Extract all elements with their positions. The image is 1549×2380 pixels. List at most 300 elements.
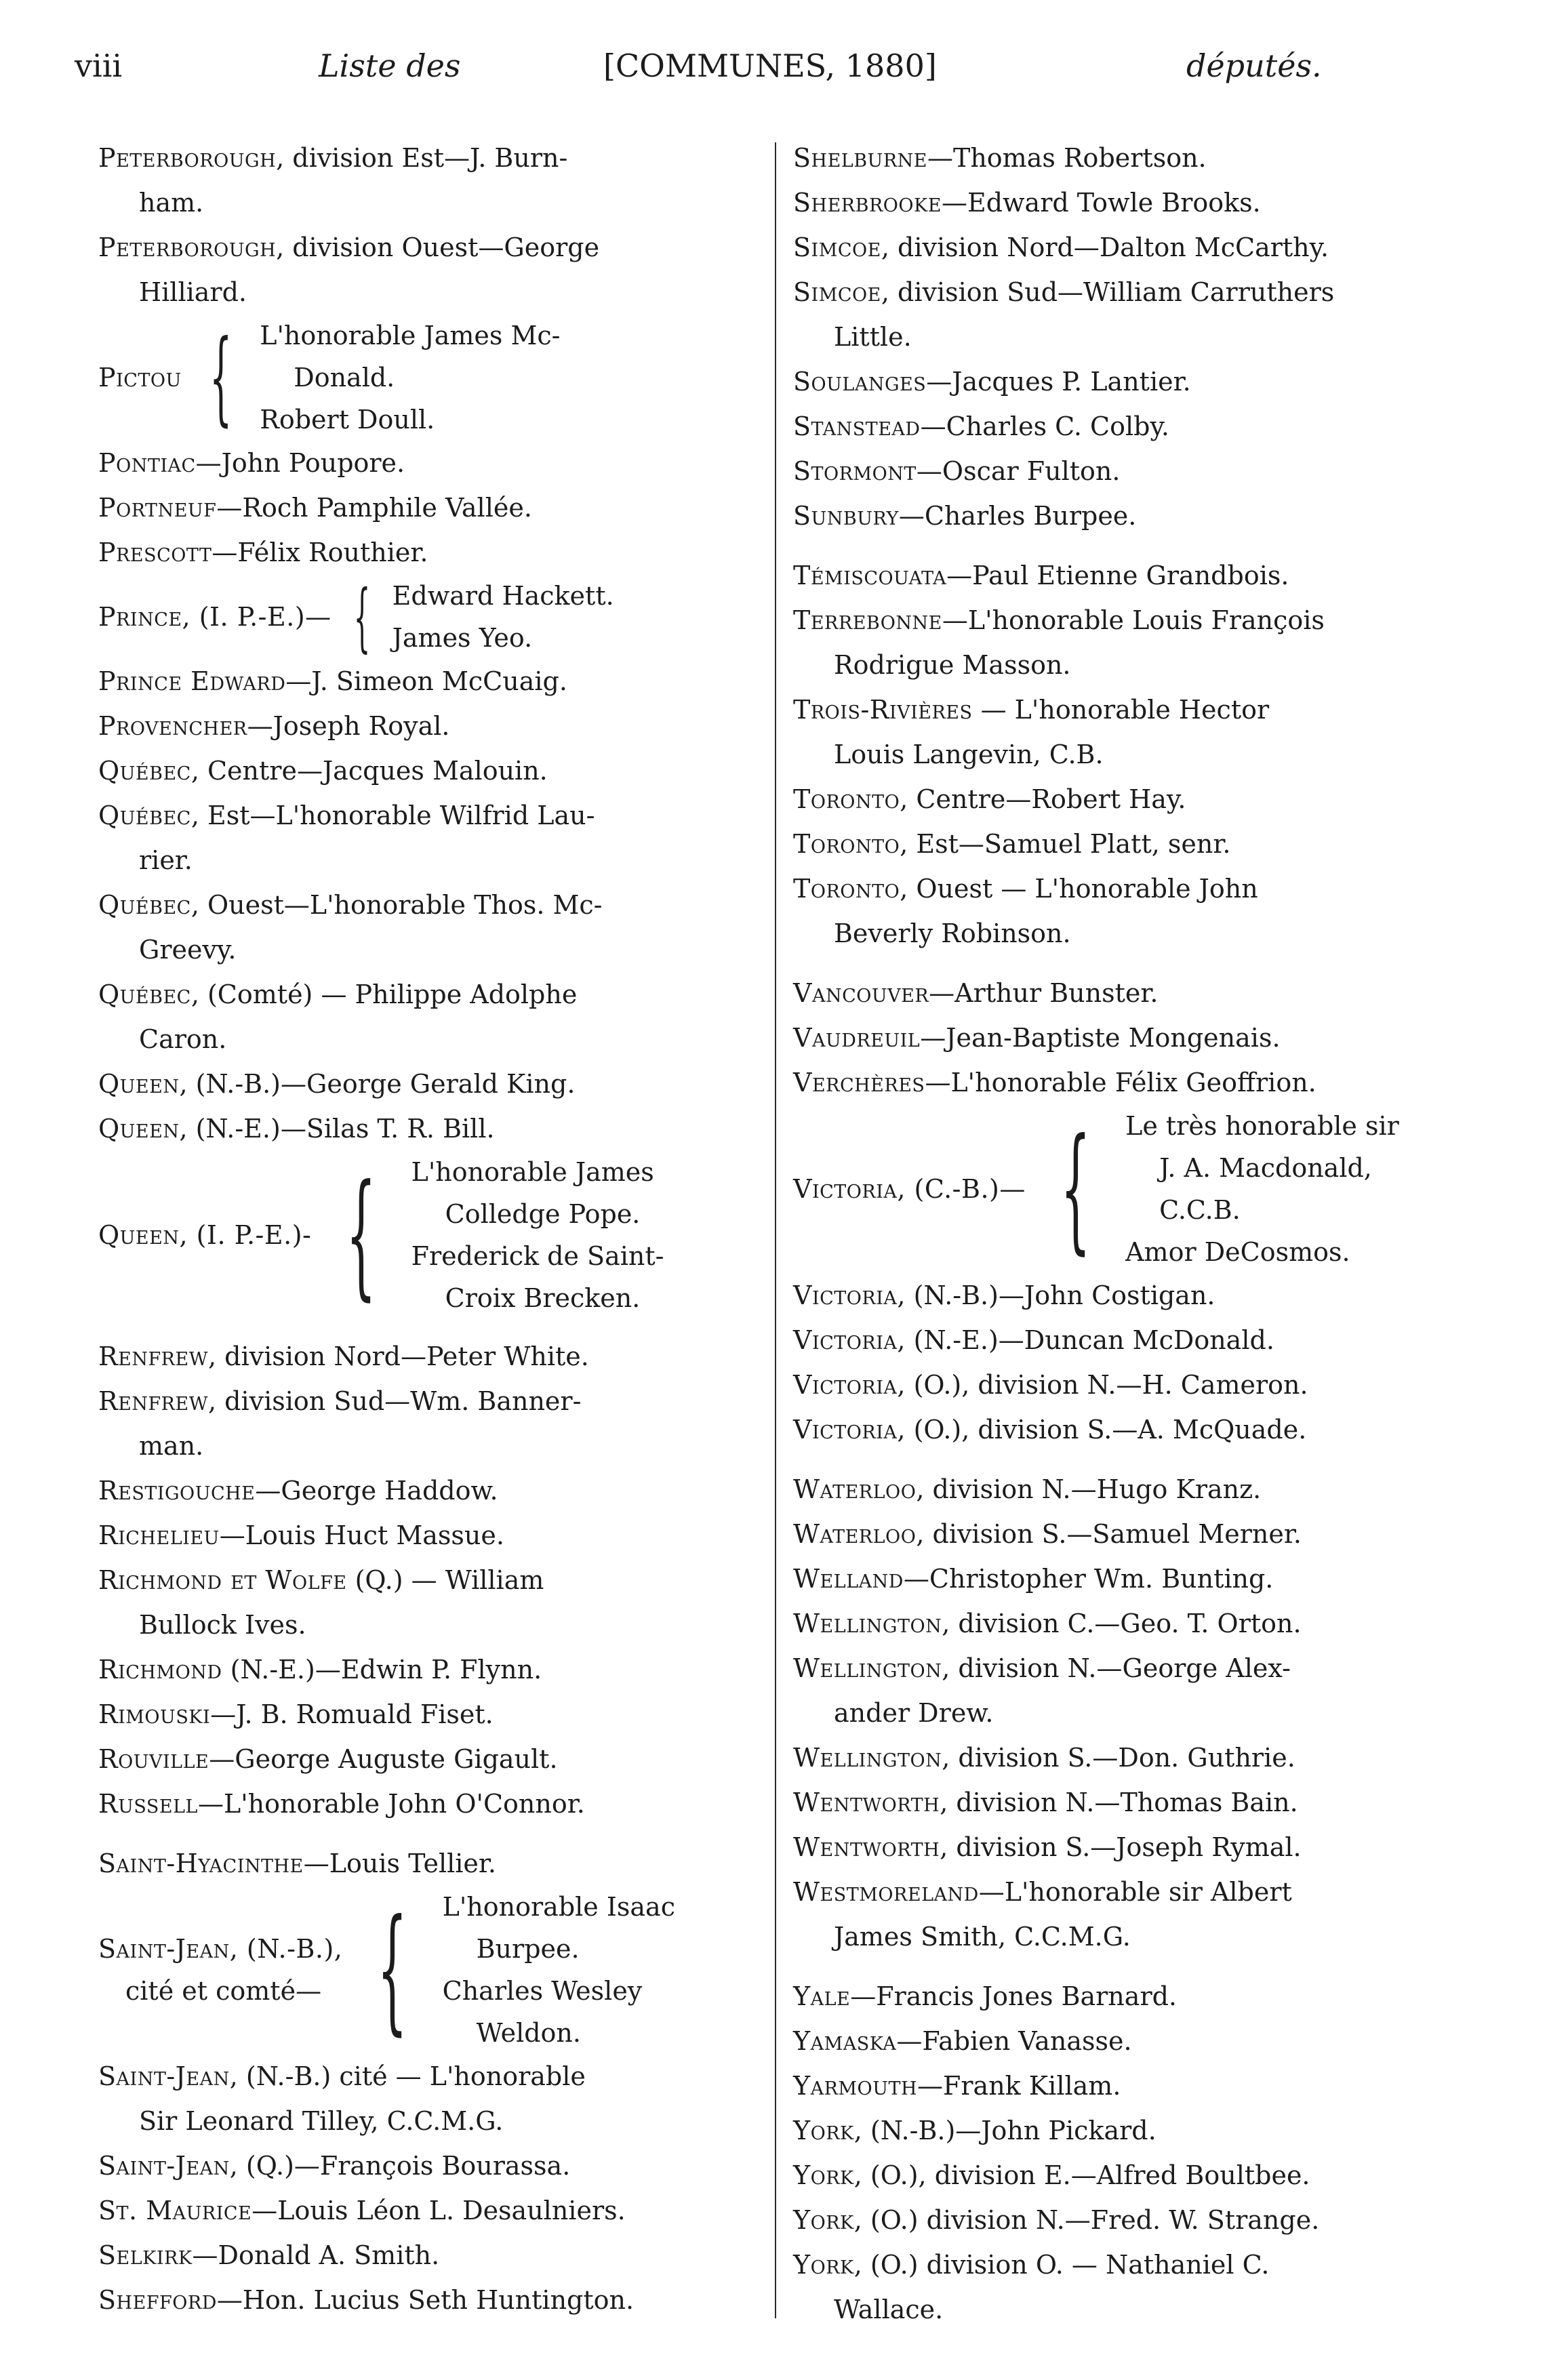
riding-name: Selkirk	[98, 2240, 193, 2270]
entry	[98, 2143, 763, 2188]
entry	[793, 1556, 1457, 1601]
member-text: , (O.), division E.—Alfred Boultbee.	[853, 2160, 1310, 2190]
member-line: James Yeo.	[392, 623, 533, 653]
entry-line	[793, 2198, 1457, 2242]
entry-line	[793, 687, 1457, 732]
entry-line	[793, 493, 1457, 538]
member-text: —L'honorable Louis François	[942, 605, 1325, 635]
entry-line	[98, 2278, 763, 2322]
member-text: —L'honorable sir Albert	[978, 1877, 1292, 1907]
entry-continuation: man.	[139, 1431, 204, 1461]
riding-name: Peterborough	[98, 143, 277, 173]
entry-line	[98, 1334, 763, 1379]
entry	[793, 404, 1457, 449]
member-text: , (O.), division S.—A. McQuade.	[897, 1415, 1307, 1445]
riding-name: Queen	[98, 1114, 180, 1144]
member-line: Robert Doull.	[260, 405, 435, 435]
entry-line	[98, 1692, 763, 1737]
riding-name: St. Maurice	[98, 2196, 252, 2225]
riding-name: Westmoreland	[793, 1877, 979, 1907]
entry-line	[793, 2063, 1457, 2108]
entry	[98, 1379, 763, 1468]
member-text: —L'honorable John O'Connor.	[197, 1789, 585, 1819]
riding-name: Richmond et Wolfe	[98, 1565, 347, 1595]
member-text: , division Sud—William Carruthers	[881, 277, 1335, 307]
riding-name: Toronto	[793, 784, 900, 814]
member-text: , division N.—Hugo Kranz.	[916, 1474, 1262, 1504]
riding-name: Trois-Rivières	[793, 695, 973, 725]
member-text: —Charles Burpee.	[898, 501, 1137, 531]
member-text: , division Nord—Dalton McCarthy.	[881, 233, 1329, 262]
entry-line	[793, 1556, 1457, 1601]
entry-list	[98, 136, 763, 315]
riding-name: York	[793, 2116, 854, 2145]
entry	[98, 441, 763, 485]
entry-line	[98, 530, 763, 575]
entry	[98, 1841, 763, 1886]
entry-line	[98, 1379, 763, 1424]
entry	[793, 1870, 1457, 1959]
right-column	[793, 136, 1457, 2332]
entry-line	[793, 553, 1457, 598]
brace: {	[377, 1891, 408, 2049]
entry-line	[98, 1737, 763, 1781]
member-text: , division C.—Geo. T. Orton.	[942, 1609, 1302, 1638]
riding-name: Renfrew	[98, 1386, 208, 1416]
member-line: Amor DeCosmos.	[1125, 1237, 1350, 1267]
entry-continuation: Rodrigue Masson.	[834, 650, 1071, 680]
member-text: , (N.-B.)—John Pickard.	[853, 2116, 1156, 2145]
member-text: , division N.—Thomas Bain.	[940, 1788, 1298, 1817]
entry	[793, 2019, 1457, 2063]
entry-line	[793, 1646, 1457, 1691]
riding-name: Queen	[98, 1069, 180, 1099]
entry-continuation: Hilliard.	[139, 277, 247, 307]
riding-name: Terrebonne	[793, 605, 942, 635]
entry-line	[98, 972, 763, 1017]
entry-list	[793, 1273, 1457, 2332]
member-line: L'honorable Isaac	[442, 1892, 675, 1922]
member-text: —Jacques P. Lantier.	[926, 367, 1191, 397]
entry-line	[98, 485, 763, 530]
entry	[793, 1407, 1457, 1452]
entry	[793, 1467, 1457, 1512]
riding-name: Prince, (I. P.-E.)—	[98, 602, 331, 632]
entry	[98, 1106, 763, 1151]
entry	[793, 1974, 1457, 2019]
entry-group-queen-pe	[98, 1151, 763, 1319]
riding-name: Québec	[98, 801, 191, 830]
riding-name: Wentworth	[793, 1788, 940, 1817]
member-list	[393, 575, 614, 659]
running-title-left: Liste des	[319, 47, 461, 84]
entry	[98, 2278, 763, 2322]
entry	[98, 659, 763, 704]
entry-line	[793, 180, 1457, 225]
member-line: Weldon.	[476, 2018, 581, 2048]
riding-name: Témiscouata	[793, 561, 947, 590]
member-text: , Centre—Jacques Malouin.	[190, 756, 548, 786]
riding-name: Stanstead	[793, 411, 921, 441]
page-number: viii	[75, 47, 123, 84]
member-text: , division S.—Samuel Merner.	[916, 1519, 1302, 1549]
entry	[793, 449, 1457, 493]
member-text: , (Comté) — Philippe Adolphe	[190, 980, 578, 1009]
member-text: —Louis Léon L. Desaulniers.	[252, 2196, 626, 2225]
riding-name: Sunbury	[793, 501, 899, 531]
entry	[98, 1737, 763, 1781]
entry	[793, 1735, 1457, 1780]
entry-continuation: Greevy.	[139, 935, 237, 965]
member-line: Donald.	[294, 363, 395, 392]
member-line: Frederick de Saint-	[411, 1241, 664, 1271]
entry	[793, 2242, 1457, 2332]
entry	[98, 1647, 763, 1692]
member-text: —Jean-Baptiste Mongenais.	[920, 1023, 1281, 1053]
riding-name: Portneuf	[98, 493, 217, 523]
entry	[98, 1781, 763, 1826]
entry	[98, 704, 763, 748]
member-text: —Thomas Robertson.	[927, 143, 1207, 173]
brace: {	[209, 319, 233, 437]
running-title-center: [COMMUNES, 1880]	[603, 47, 937, 84]
riding-name: Saint-Jean	[98, 2061, 230, 2091]
entry	[793, 1825, 1457, 1870]
entry-line	[98, 748, 763, 793]
member-text: —Christopher Wm. Bunting.	[903, 1564, 1274, 1594]
entry-continuation: Louis Langevin, C.B.	[834, 740, 1104, 769]
member-text: , (N.-E.)—Silas T. R. Bill.	[179, 1114, 495, 1144]
entry	[98, 2188, 763, 2233]
entry-continuation: rier.	[139, 845, 193, 875]
entry-line	[793, 777, 1457, 822]
entry	[793, 225, 1457, 270]
entry-line	[793, 449, 1457, 493]
riding-name: Restigouche	[98, 1476, 256, 1506]
entry	[98, 1062, 763, 1106]
member-text: — L'honorable Hector	[972, 695, 1270, 725]
member-text: (N.-E.)—Edwin P. Flynn.	[222, 1655, 542, 1685]
entry-line	[98, 1106, 763, 1151]
entry	[793, 2108, 1457, 2153]
entry	[793, 1273, 1457, 1318]
entry	[793, 553, 1457, 598]
entry	[793, 1363, 1457, 1407]
entry	[793, 1060, 1457, 1105]
entry-list	[98, 659, 763, 1151]
riding-name: Vaudreuil	[793, 1023, 921, 1053]
riding-name: Wellington	[793, 1653, 942, 1683]
entry	[98, 136, 763, 225]
riding-name: Victoria, (C.-B.)—	[793, 1174, 1026, 1204]
member-line: L'honorable James	[411, 1157, 654, 1187]
entry	[793, 866, 1457, 956]
riding-name: Queen, (I. P.-E.)-	[98, 1220, 312, 1250]
member-text: , division Ouest—George	[276, 233, 600, 262]
entry	[793, 2198, 1457, 2242]
entry-line	[793, 270, 1457, 315]
member-text: —J. Simeon McCuaig.	[285, 666, 567, 696]
entry-group-saint-jean	[98, 1886, 763, 2054]
riding-name: Québec	[98, 756, 191, 786]
riding-name: Yarmouth	[793, 2071, 918, 2101]
brace: {	[1060, 1110, 1091, 1268]
entry-line	[98, 1468, 763, 1513]
entry	[793, 136, 1457, 180]
entry	[98, 972, 763, 1062]
riding-name: Québec	[98, 980, 191, 1009]
riding-label	[98, 1928, 342, 2012]
entry-line	[793, 1015, 1457, 1060]
entry-line	[793, 2019, 1457, 2063]
riding-name: Victoria	[793, 1280, 898, 1310]
entry-list	[98, 1334, 763, 1886]
entry-continuation: Beverly Robinson.	[834, 919, 1071, 948]
member-text: —Fabien Vanasse.	[896, 2026, 1132, 2056]
member-text: —Joseph Royal.	[247, 711, 450, 741]
entry	[793, 1318, 1457, 1363]
member-text: —J. B. Romuald Fiset.	[210, 1699, 494, 1729]
riding-name: Rimouski	[98, 1699, 211, 1729]
member-text: , Est—L'honorable Wilfrid Lau-	[190, 801, 595, 830]
entry-line	[98, 1647, 763, 1692]
entry-list	[793, 136, 1457, 1105]
brace: {	[346, 1156, 377, 1314]
riding-name: Prince Edward	[98, 666, 286, 696]
entry-line	[793, 1601, 1457, 1646]
entry	[793, 270, 1457, 359]
left-column	[98, 136, 763, 2322]
member-line: C.C.B.	[1159, 1195, 1241, 1225]
entry-line	[793, 598, 1457, 643]
running-title-right: députés.	[1186, 47, 1322, 84]
entry	[793, 1780, 1457, 1825]
entry	[793, 1646, 1457, 1735]
member-text: —Frank Killam.	[917, 2071, 1121, 2101]
entry	[793, 2153, 1457, 2198]
member-text: —L'honorable Félix Geoffrion.	[925, 1068, 1316, 1097]
member-text: (Q.) — William	[346, 1565, 544, 1595]
member-line: Le très honorable sir	[1125, 1111, 1399, 1141]
entry-line	[98, 225, 763, 270]
riding-name: Vancouver	[793, 978, 929, 1008]
member-text: , division S.—Joseph Rymal.	[940, 1832, 1302, 1862]
entry	[793, 822, 1457, 866]
member-text: —Hon. Lucius Seth Huntington.	[216, 2285, 635, 2315]
entry	[793, 359, 1457, 404]
riding-name: Rouville	[98, 1744, 209, 1774]
riding-name: Renfrew	[98, 1342, 208, 1371]
entry-continuation: Wallace.	[834, 2295, 944, 2324]
member-text: , Ouest — L'honorable John	[900, 874, 1258, 904]
entry	[98, 225, 763, 315]
riding-name: Sherbrooke	[793, 188, 942, 218]
member-text: , (O.), division N.—H. Cameron.	[897, 1370, 1308, 1400]
member-text: , (N.-B.) cité — L'honorable	[229, 2061, 586, 2091]
riding-name: Soulanges	[793, 367, 927, 397]
member-text: , division Sud—Wm. Banner-	[207, 1386, 582, 1416]
entry-line	[98, 1781, 763, 1826]
member-text: —Donald A. Smith.	[192, 2240, 440, 2270]
member-text: —Félix Routhier.	[212, 538, 428, 567]
entry-line	[793, 2108, 1457, 2153]
entry-line	[793, 1318, 1457, 1363]
entry-line	[793, 971, 1457, 1015]
member-text: , (O.) division N.—Fred. W. Strange.	[853, 2205, 1320, 2235]
riding-name: Wellington	[793, 1609, 942, 1638]
riding-name: Shelburne	[793, 143, 927, 173]
entry-group-pictou	[98, 315, 763, 441]
member-line: Edward Hackett.	[392, 581, 614, 611]
entry-line	[98, 2143, 763, 2188]
entry-line	[98, 793, 763, 838]
member-line: Colledge Pope.	[445, 1199, 641, 1229]
entry	[98, 1334, 763, 1379]
riding-name: Provencher	[98, 711, 247, 741]
entry	[793, 180, 1457, 225]
member-text: —Francis Jones Barnard.	[850, 1981, 1178, 2011]
entry-continuation: Bullock Ives.	[139, 1610, 306, 1640]
riding-name: York	[793, 2250, 854, 2280]
member-text: , (N.-B.)—George Gerald King.	[179, 1069, 576, 1099]
member-text: —Paul Etienne Grandbois.	[946, 561, 1289, 590]
riding-name: Verchères	[793, 1068, 925, 1097]
member-text: , division S.—Don. Guthrie.	[942, 1743, 1295, 1773]
entry-line	[793, 1273, 1457, 1318]
entry-line	[793, 1825, 1457, 1870]
member-text: , Ouest—L'honorable Thos. Mc-	[190, 890, 603, 920]
member-text: —John Poupore.	[195, 448, 405, 478]
riding-name: Victoria	[793, 1370, 898, 1400]
member-line: Charles Wesley	[442, 1976, 643, 2006]
entry	[98, 485, 763, 530]
riding-name: Richmond	[98, 1655, 222, 1685]
entry-line	[98, 2054, 763, 2099]
member-text: —Oscar Fulton.	[916, 456, 1121, 486]
entry	[98, 793, 763, 883]
column-divider	[775, 142, 776, 2318]
riding-name: Toronto	[793, 874, 900, 904]
entry	[793, 1512, 1457, 1556]
riding-name: Simcoe	[793, 277, 881, 307]
entry	[793, 687, 1457, 777]
riding-name: Waterloo	[793, 1474, 917, 1504]
member-text: —Charles C. Colby.	[920, 411, 1169, 441]
entry	[98, 1513, 763, 1558]
member-text: —Louis Tellier.	[303, 1849, 496, 1878]
member-text: , (N.-E.)—Duncan McDonald.	[897, 1325, 1274, 1355]
member-text: , (O.) division O. — Nathaniel C.	[853, 2250, 1270, 2280]
entry-line	[793, 359, 1457, 404]
entry	[98, 2233, 763, 2278]
entry-line	[793, 1974, 1457, 2019]
entry	[793, 971, 1457, 1015]
entry-group-victoria-cb	[793, 1105, 1457, 1273]
entry-line	[793, 225, 1457, 270]
riding-name: Saint-Jean	[98, 2151, 230, 2181]
riding-qualifier: cité et comté—	[125, 1976, 322, 2006]
member-text: , Centre—Robert Hay.	[900, 784, 1186, 814]
entry-line	[793, 1467, 1457, 1512]
entry-line	[98, 883, 763, 927]
member-text: , (N.-B.)—John Costigan.	[897, 1280, 1215, 1310]
entry-line	[793, 1735, 1457, 1780]
entry-continuation: Caron.	[139, 1024, 227, 1054]
entry-line	[793, 2242, 1457, 2287]
entry	[793, 493, 1457, 538]
entry-line	[98, 2233, 763, 2278]
page-header	[75, 47, 1430, 102]
member-text: —Louis Huct Massue.	[219, 1520, 504, 1550]
brace: {	[353, 573, 370, 660]
entry-line	[98, 1558, 763, 1602]
entry-line	[98, 2188, 763, 2233]
entry-continuation: Little.	[834, 322, 912, 352]
entry	[98, 1468, 763, 1513]
entry-line	[98, 1841, 763, 1886]
riding-name: Shefford	[98, 2285, 217, 2315]
member-line: Burpee.	[476, 1934, 580, 1964]
riding-name: Richelieu	[98, 1520, 220, 1550]
riding-name: York	[793, 2205, 854, 2235]
member-list	[443, 1886, 675, 2054]
riding-name: Pictou	[98, 363, 182, 392]
entry-continuation: Sir Leonard Tilley, C.C.M.G.	[139, 2106, 504, 2136]
riding-name: Toronto	[793, 829, 900, 859]
entry-line	[793, 822, 1457, 866]
entry	[793, 598, 1457, 687]
member-list	[1125, 1105, 1399, 1273]
member-text: , division Nord—Peter White.	[207, 1342, 589, 1371]
entry-line	[793, 136, 1457, 180]
riding-name: Victoria	[793, 1325, 898, 1355]
member-text: , division Est—J. Burn-	[276, 143, 568, 173]
member-text: —Roch Pamphile Vallée.	[216, 493, 532, 523]
entry-line	[98, 659, 763, 704]
member-line: Croix Brecken.	[445, 1283, 641, 1313]
entry-line	[793, 1407, 1457, 1452]
entry	[98, 1692, 763, 1737]
entry-line	[793, 1060, 1457, 1105]
riding-name: Welland	[793, 1564, 904, 1594]
entry	[793, 1601, 1457, 1646]
riding-name: Québec	[98, 890, 191, 920]
riding-name: Stormont	[793, 456, 917, 486]
entry	[793, 2063, 1457, 2108]
entry-line	[98, 1513, 763, 1558]
entry-line	[98, 1062, 763, 1106]
entry-line	[793, 1363, 1457, 1407]
riding-name: Saint-Hyacinthe	[98, 1849, 304, 1878]
entry	[98, 530, 763, 575]
riding-name: Saint-Jean, (N.-B.),	[98, 1934, 343, 1964]
entry-continuation: ham.	[139, 188, 204, 218]
member-text: , division N.—George Alex-	[942, 1653, 1291, 1683]
entry-line	[793, 1870, 1457, 1914]
entry	[98, 1558, 763, 1647]
riding-name: Yale	[793, 1981, 851, 2011]
riding-name: Wentworth	[793, 1832, 940, 1862]
entry	[793, 777, 1457, 822]
entry-line	[793, 2153, 1457, 2198]
entry-list	[98, 441, 763, 575]
member-text: —Arthur Bunster.	[929, 978, 1159, 1008]
entry	[98, 883, 763, 972]
entry-continuation: James Smith, C.C.M.G.	[834, 1922, 1131, 1952]
entry-list	[98, 2054, 763, 2322]
riding-name: Victoria	[793, 1415, 898, 1445]
entry-continuation: ander Drew.	[834, 1698, 994, 1728]
